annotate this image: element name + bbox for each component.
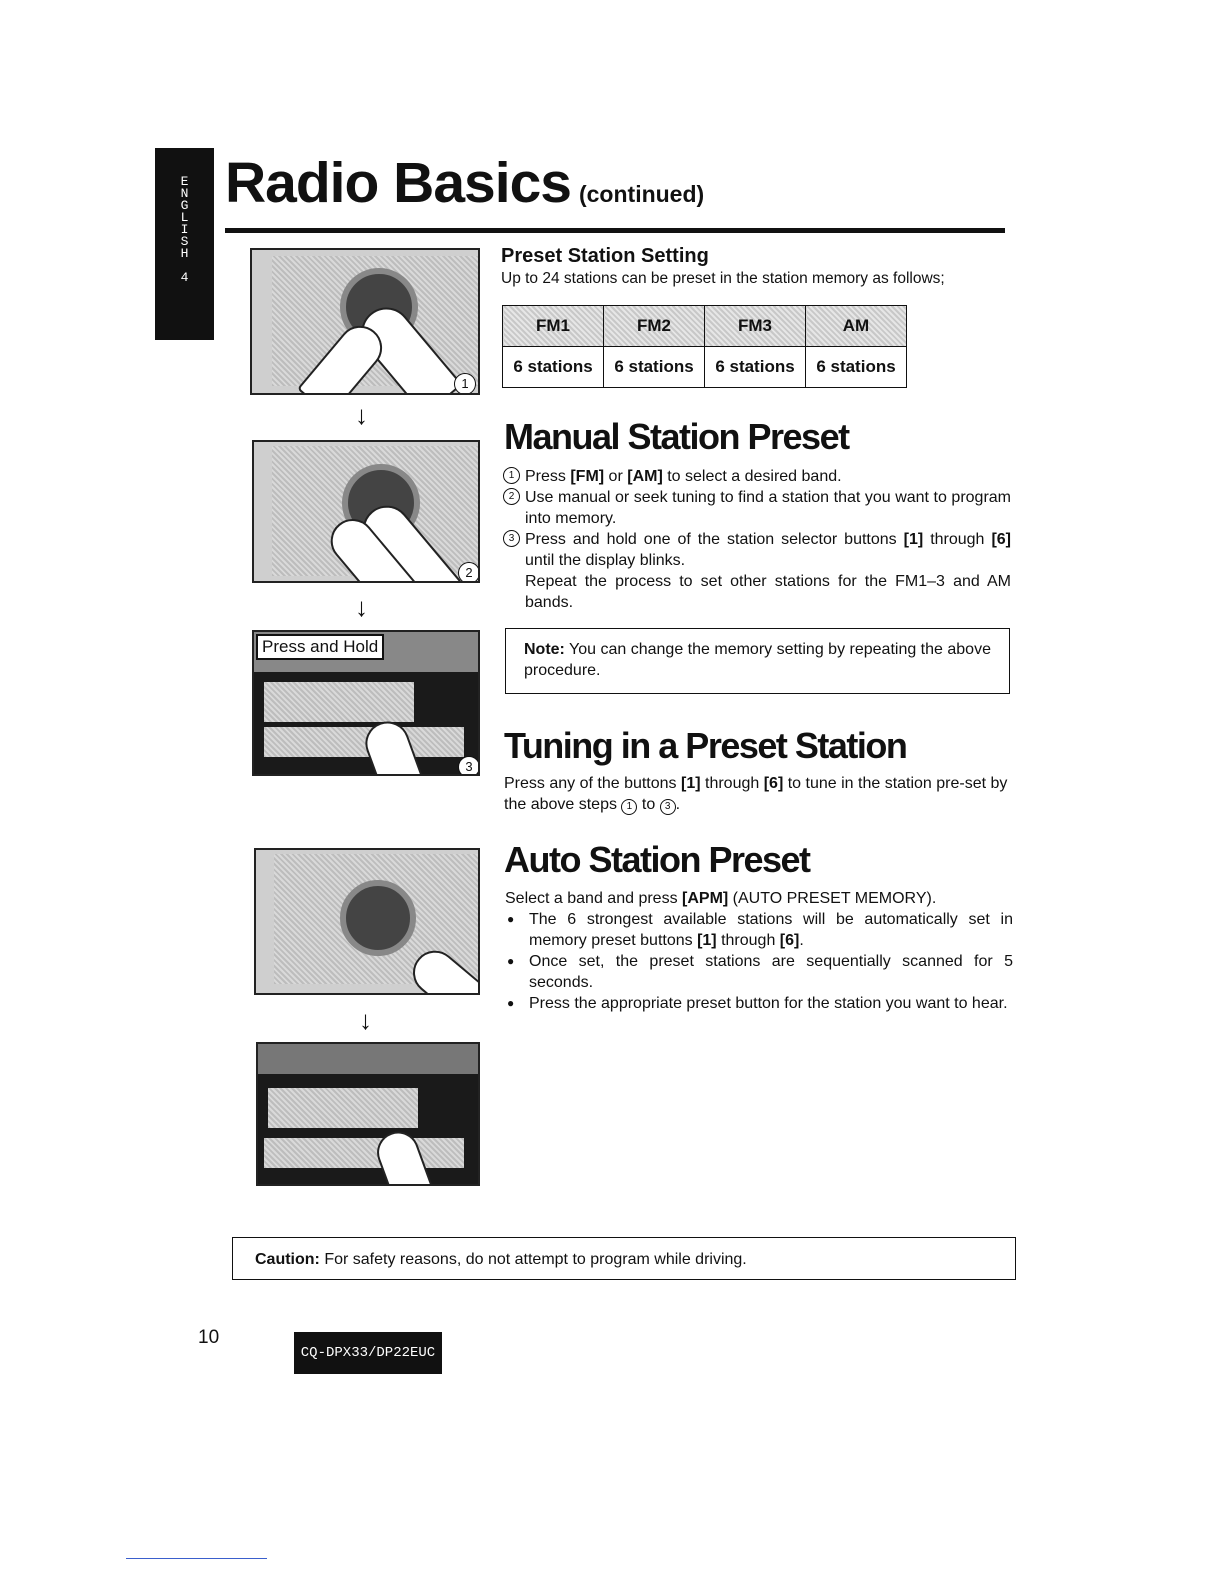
page-subtitle: (continued)	[578, 181, 705, 207]
down-arrow-icon: ↓	[359, 1005, 372, 1035]
auto-preset-intro	[505, 888, 1013, 909]
tuning-text: .	[675, 796, 681, 813]
language-tab	[155, 148, 214, 340]
tuning-text: to tune in the station pre-set by the above steps	[504, 775, 1008, 813]
caution-label: Caution:	[255, 1251, 320, 1268]
step-text: until the display blinks.	[525, 552, 686, 569]
lang-letter: H	[180, 246, 189, 261]
key-label: [1]	[681, 775, 701, 792]
down-arrow-icon: ↓	[355, 400, 368, 430]
bullet-text: Press the appropriate preset button for the station you want to hear.	[529, 995, 1008, 1012]
step-item	[503, 466, 1011, 487]
key-label: [6]	[991, 531, 1012, 548]
preset-setting-heading: Preset Station Setting	[501, 245, 709, 267]
illustration-apm	[254, 848, 480, 995]
tuning-preset-text	[504, 773, 1010, 815]
step-marker: 3	[458, 756, 480, 776]
band-cell: FM3	[705, 306, 806, 347]
caution-text: For safety reasons, do not attempt to program while driving.	[319, 1251, 747, 1268]
count-cell: 6 stations	[705, 347, 806, 388]
caution-box	[232, 1237, 1016, 1280]
down-arrow-icon: ↓	[355, 592, 368, 622]
step-item	[503, 571, 1011, 613]
bullet-item	[505, 993, 1013, 1014]
key-label: [6]	[779, 932, 800, 949]
bottom-divider	[126, 1558, 267, 1559]
illustration-tune	[252, 440, 480, 583]
tuning-text: through	[700, 775, 764, 792]
step-text: to select a desired band.	[662, 468, 842, 485]
lang-letter: G	[180, 198, 189, 213]
step-text: Use manual or seek tuning to find a station that you want to program into memory.	[525, 489, 1011, 527]
band-cell: FM2	[604, 306, 705, 347]
lang-tab-number: 4	[180, 270, 189, 285]
count-cell: 6 stations	[806, 347, 907, 388]
auto-preset-text	[505, 888, 1013, 1014]
bullet-text: The 6 strongest available stations will be automatically set in memory preset buttons	[529, 911, 1013, 949]
step-number: 1	[503, 467, 520, 484]
step-text: or	[604, 468, 628, 485]
auto-preset-heading: Auto Station Preset	[504, 839, 810, 880]
illustration-display	[256, 1042, 480, 1186]
key-label: [6]	[763, 775, 784, 792]
page-number: 10	[198, 1327, 220, 1348]
step-number: 3	[503, 530, 520, 547]
tuning-text: Press any of the buttons	[504, 775, 681, 792]
preset-table	[502, 305, 907, 388]
intro-text: Select a band and press	[505, 890, 683, 907]
page-title	[225, 150, 704, 216]
illustration-press-band	[250, 248, 480, 395]
step-ref: 1	[621, 799, 637, 815]
manual-preset-steps	[503, 466, 1011, 613]
title-rule	[225, 228, 1005, 233]
key-label: [FM]	[570, 468, 605, 485]
key-label: [1]	[697, 932, 717, 949]
tuning-text: to	[637, 796, 660, 813]
band-cell: AM	[806, 306, 907, 347]
intro-text: (AUTO PRESET MEMORY).	[728, 890, 937, 907]
step-text: Press and hold one of the station selector buttons	[525, 531, 904, 548]
key-label: [1]	[903, 531, 924, 548]
step-text: Press	[525, 468, 571, 485]
bullet-item	[505, 951, 1013, 993]
illustration-press-hold	[252, 630, 480, 776]
lang-letter: S	[180, 234, 189, 249]
count-cell: 6 stations	[604, 347, 705, 388]
step-item	[503, 529, 1011, 571]
press-hold-label: Press and Hold	[256, 634, 384, 660]
bullet-text: .	[799, 932, 804, 949]
step-marker: 2	[458, 562, 480, 583]
lang-letter: N	[180, 186, 189, 201]
preset-setting-intro: Up to 24 stations can be preset in the station memory as follows;	[501, 270, 945, 287]
note-box	[505, 628, 1010, 694]
bullet-text: through	[716, 932, 780, 949]
tuning-preset-heading: Tuning in a Preset Station	[504, 725, 907, 766]
model-badge: CQ-DPX33/DP22EUC	[294, 1332, 442, 1374]
key-label: [APM]	[682, 890, 729, 907]
note-text: You can change the memory setting by repeating the above procedure.	[524, 641, 991, 679]
lang-letter: I	[180, 222, 189, 237]
step-ref: 3	[660, 799, 676, 815]
step-marker: 1	[454, 373, 476, 395]
step-number: 2	[503, 488, 520, 505]
note-label: Note:	[524, 641, 565, 658]
repeat-text: Repeat the process to set other stations for the FM1–3 and AM bands.	[525, 573, 1011, 611]
key-label: [AM]	[627, 468, 663, 485]
bullet-item	[505, 909, 1013, 951]
band-cell: FM1	[503, 306, 604, 347]
manual-preset-heading: Manual Station Preset	[504, 416, 849, 457]
lang-letter: L	[180, 210, 189, 225]
step-item	[503, 487, 1011, 529]
step-text: through	[923, 531, 992, 548]
lang-letter: E	[180, 174, 189, 189]
count-cell: 6 stations	[503, 347, 604, 388]
title-text: Radio Basics	[225, 151, 571, 215]
bullet-text: Once set, the preset stations are sequentially scanned for 5 seconds.	[529, 953, 1013, 991]
